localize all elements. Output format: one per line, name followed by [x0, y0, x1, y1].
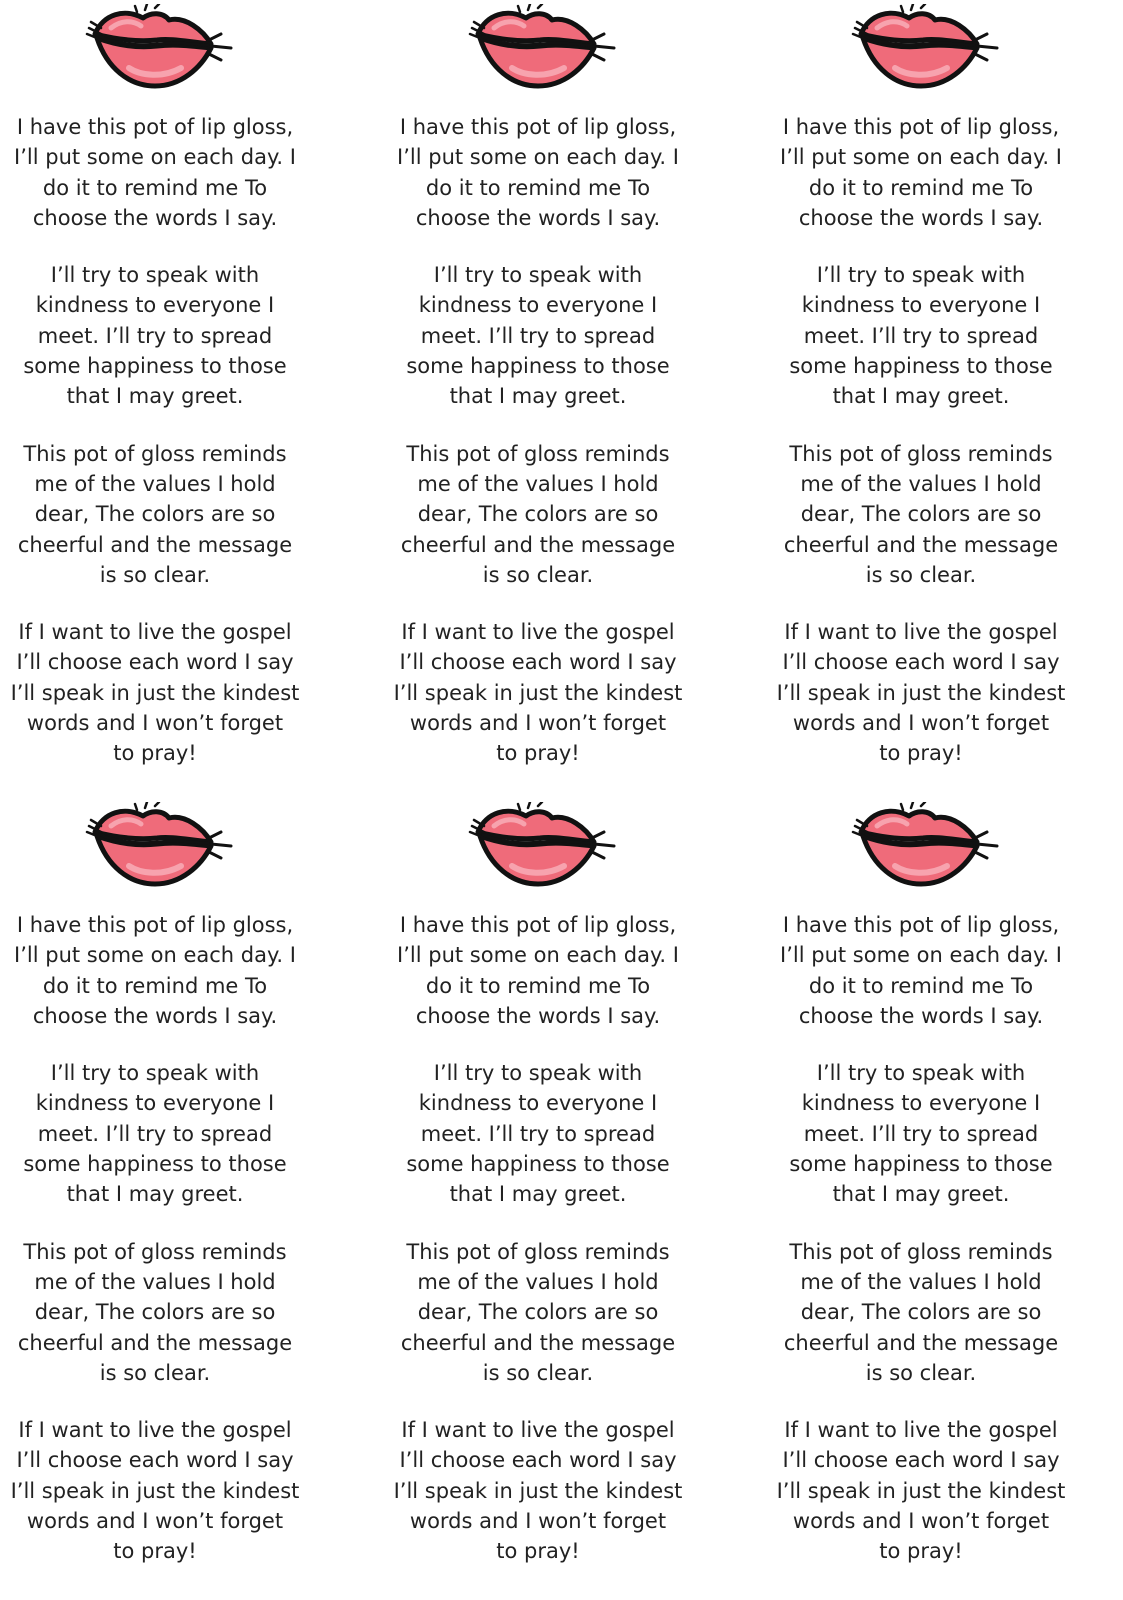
poem-line: kindness to everyone I [35, 1091, 275, 1116]
poem-line: cheerful and the message [17, 1330, 293, 1355]
poem-line: that I may greet. [832, 1182, 1010, 1207]
lips-icon [85, 802, 235, 890]
poem-line: to pray! [496, 1539, 580, 1564]
poem-line: dear, The colors are so [417, 1300, 659, 1325]
poem-stanza [368, 112, 708, 233]
poem-text [368, 112, 708, 796]
poem-line: cheerful and the message [783, 532, 1059, 557]
poem-line: I’ll put some on each day. I [397, 943, 679, 968]
poem-line: If I want to live the gospel [401, 620, 675, 645]
poem-line: meet. I’ll try to spread [420, 323, 656, 348]
poem-line: I’ll try to speak with [816, 263, 1026, 288]
poem-stanza [751, 260, 1091, 411]
poem-line: choose the words I say. [32, 205, 278, 230]
poem-line: some happiness to those [406, 354, 670, 379]
poem-line: cheerful and the message [400, 532, 676, 557]
poem-line: dear, The colors are so [417, 502, 659, 527]
poem-line: meet. I’ll try to spread [37, 1121, 273, 1146]
poem-line: I’ll try to speak with [816, 1061, 1026, 1086]
poem-line: I’ll put some on each day. I [780, 145, 1062, 170]
poem-line: words and I won’t forget [409, 1509, 667, 1534]
poem-line: choose the words I say. [32, 1003, 278, 1028]
poem-text [0, 112, 325, 796]
poem-line: choose the words I say. [415, 1003, 661, 1028]
poem-line: I’ll choose each word I say [16, 1448, 294, 1473]
poem-stanza [368, 1058, 708, 1209]
poem-line: do it to remind me To [808, 973, 1034, 998]
poem-line: me of the values I hold [417, 1269, 659, 1294]
poem-text [751, 910, 1091, 1594]
poem-line: do it to remind me To [808, 175, 1034, 200]
poem-line: that I may greet. [449, 384, 627, 409]
poem-stanza [0, 910, 325, 1031]
poem-line: kindness to everyone I [418, 1091, 658, 1116]
poem-line: to pray! [496, 741, 580, 766]
poem-line: to pray! [879, 1539, 963, 1564]
poem-stanza [751, 910, 1091, 1031]
poem-line: that I may greet. [66, 384, 244, 409]
poem-stanza [751, 112, 1091, 233]
poem-line: words and I won’t forget [26, 711, 284, 736]
poem-line: words and I won’t forget [792, 711, 1050, 736]
poem-text [368, 910, 708, 1594]
poem-line: me of the values I hold [34, 471, 276, 496]
poem-line: choose the words I say. [798, 1003, 1044, 1028]
poem-line: I have this pot of lip gloss, [782, 115, 1060, 139]
lips-icon [851, 802, 1001, 890]
poem-line: dear, The colors are so [800, 1300, 1042, 1325]
poem-card [368, 798, 708, 1598]
poem-line: If I want to live the gospel [18, 1418, 292, 1443]
poem-line: I have this pot of lip gloss, [16, 115, 294, 139]
poem-line: to pray! [879, 741, 963, 766]
poem-card [751, 798, 1091, 1598]
poem-line: This pot of gloss reminds [789, 1239, 1053, 1264]
poem-stanza [751, 439, 1091, 590]
poem-line: kindness to everyone I [801, 293, 1041, 318]
poem-line: is so clear. [99, 1360, 211, 1385]
poem-line: is so clear. [482, 1360, 594, 1385]
poem-stanza [368, 260, 708, 411]
poem-line: that I may greet. [832, 384, 1010, 409]
poem-line: me of the values I hold [800, 1269, 1042, 1294]
poem-line: dear, The colors are so [34, 502, 276, 527]
poem-line: meet. I’ll try to spread [37, 323, 273, 348]
poem-stanza [0, 1058, 325, 1209]
poem-card [0, 798, 325, 1598]
poem-line: I have this pot of lip gloss, [16, 913, 294, 937]
poem-line: I’ll put some on each day. I [14, 145, 296, 170]
poem-line: If I want to live the gospel [784, 1418, 1058, 1443]
poem-stanza [0, 439, 325, 590]
poem-line: I’ll choose each word I say [782, 1448, 1060, 1473]
poem-line: I’ll speak in just the kindest [393, 680, 683, 705]
poem-line: This pot of gloss reminds [789, 441, 1053, 466]
poem-line: meet. I’ll try to spread [803, 323, 1039, 348]
lips-icon [851, 4, 1001, 92]
poem-line: This pot of gloss reminds [406, 441, 670, 466]
poem-stanza [0, 617, 325, 768]
poem-stanza [751, 1237, 1091, 1388]
poem-line: me of the values I hold [34, 1269, 276, 1294]
poem-line: kindness to everyone I [35, 293, 275, 318]
poem-stanza [751, 1415, 1091, 1566]
poem-line: cheerful and the message [783, 1330, 1059, 1355]
poem-line: some happiness to those [789, 354, 1053, 379]
poem-line: cheerful and the message [400, 1330, 676, 1355]
poem-line: If I want to live the gospel [401, 1418, 675, 1443]
poem-line: some happiness to those [23, 1152, 287, 1177]
poem-line: I’ll put some on each day. I [397, 145, 679, 170]
lips-icon [85, 4, 235, 92]
lips-icon [468, 802, 618, 890]
poem-stanza [751, 617, 1091, 768]
poem-card [368, 0, 708, 800]
poem-line: I’ll try to speak with [433, 1061, 643, 1086]
poem-line: I’ll speak in just the kindest [393, 1478, 683, 1503]
poem-line: I’ll put some on each day. I [780, 943, 1062, 968]
poem-stanza [0, 112, 325, 233]
poem-line: to pray! [113, 1539, 197, 1564]
poem-line: If I want to live the gospel [18, 620, 292, 645]
poem-stanza [751, 1058, 1091, 1209]
poem-line: I have this pot of lip gloss, [782, 913, 1060, 937]
poem-line: I’ll choose each word I say [399, 650, 677, 675]
poem-line: that I may greet. [449, 1182, 627, 1207]
poem-line: choose the words I say. [798, 205, 1044, 230]
poem-line: I’ll try to speak with [50, 1061, 260, 1086]
poem-stanza [0, 260, 325, 411]
poem-line: some happiness to those [789, 1152, 1053, 1177]
poem-line: kindness to everyone I [418, 293, 658, 318]
poem-line: do it to remind me To [42, 175, 268, 200]
poem-line: I’ll speak in just the kindest [10, 1478, 300, 1503]
poem-text [0, 910, 325, 1594]
poem-stanza [368, 1415, 708, 1566]
poem-line: I’ll speak in just the kindest [776, 680, 1066, 705]
poem-line: me of the values I hold [800, 471, 1042, 496]
poem-stanza [368, 1237, 708, 1388]
poem-line: choose the words I say. [415, 205, 661, 230]
poem-line: words and I won’t forget [792, 1509, 1050, 1534]
poem-line: is so clear. [865, 562, 977, 587]
poem-line: do it to remind me To [42, 973, 268, 998]
poem-line: me of the values I hold [417, 471, 659, 496]
poem-line: to pray! [113, 741, 197, 766]
poem-line: dear, The colors are so [800, 502, 1042, 527]
poem-line: I’ll speak in just the kindest [10, 680, 300, 705]
poem-line: I’ll choose each word I say [399, 1448, 677, 1473]
poem-line: I’ll put some on each day. I [14, 943, 296, 968]
poem-line: This pot of gloss reminds [406, 1239, 670, 1264]
poem-line: I’ll try to speak with [50, 263, 260, 288]
poem-line: I’ll choose each word I say [782, 650, 1060, 675]
poem-line: I have this pot of lip gloss, [399, 115, 677, 139]
poem-card [751, 0, 1091, 800]
poem-line: meet. I’ll try to spread [803, 1121, 1039, 1146]
poem-line: I’ll try to speak with [433, 263, 643, 288]
poem-stanza [368, 617, 708, 768]
poem-line: I have this pot of lip gloss, [399, 913, 677, 937]
poem-stanza [0, 1415, 325, 1566]
poem-line: words and I won’t forget [26, 1509, 284, 1534]
poem-line: is so clear. [482, 562, 594, 587]
poem-line: that I may greet. [66, 1182, 244, 1207]
poem-line: This pot of gloss reminds [23, 1239, 287, 1264]
poem-line: kindness to everyone I [801, 1091, 1041, 1116]
poem-line: dear, The colors are so [34, 1300, 276, 1325]
poem-line: words and I won’t forget [409, 711, 667, 736]
poem-line: is so clear. [865, 1360, 977, 1385]
poem-line: If I want to live the gospel [784, 620, 1058, 645]
poem-line: some happiness to those [406, 1152, 670, 1177]
poem-stanza [0, 1237, 325, 1388]
poem-stanza [368, 910, 708, 1031]
poem-card [0, 0, 325, 800]
poem-line: do it to remind me To [425, 175, 651, 200]
poem-line: is so clear. [99, 562, 211, 587]
poem-line: do it to remind me To [425, 973, 651, 998]
poem-line: I’ll speak in just the kindest [776, 1478, 1066, 1503]
poem-line: meet. I’ll try to spread [420, 1121, 656, 1146]
poem-line: This pot of gloss reminds [23, 441, 287, 466]
poem-line: I’ll choose each word I say [16, 650, 294, 675]
poem-line: cheerful and the message [17, 532, 293, 557]
lips-icon [468, 4, 618, 92]
poem-line: some happiness to those [23, 354, 287, 379]
poem-text [751, 112, 1091, 796]
poem-stanza [368, 439, 708, 590]
